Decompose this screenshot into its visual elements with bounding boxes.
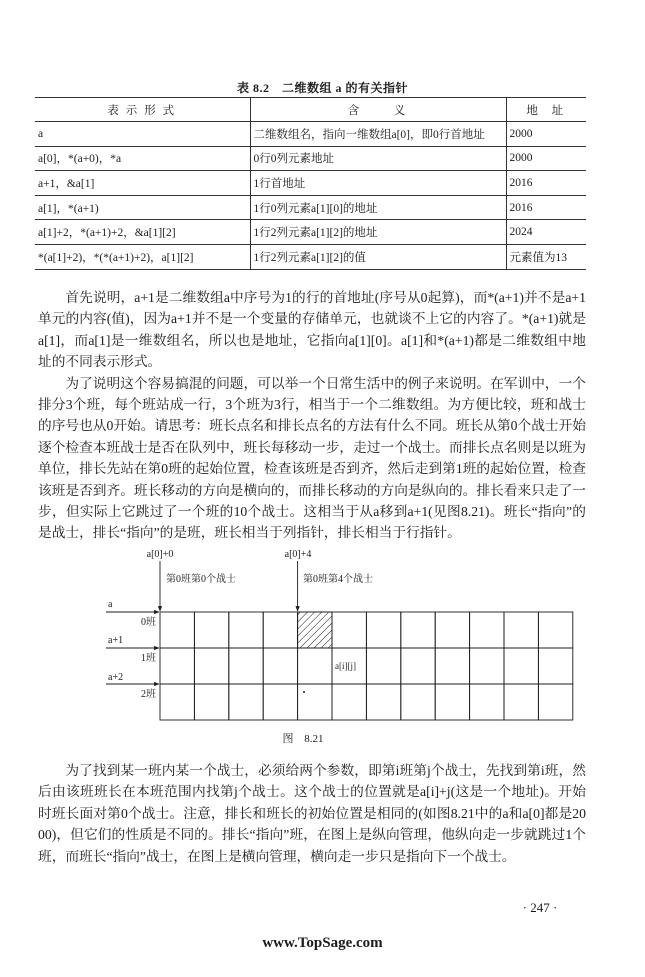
- table-row: [35, 122, 586, 147]
- grid-cell: [435, 612, 469, 648]
- grid-cell: [229, 684, 263, 720]
- body-paragraph: 为了找到某一班内某一个战士，必须给两个参数，即第i班第j个战士，先找到第i班，然后由该班班长在本班范围内找第j个战士。这个战士的位置就是a[i]+j(这是一个地址)。开始时班长面对第0个战士。注意，排长和班长的初始位置是相同的(如图8.21中的a和a[0]都是2000)，但它们的性质是不同的。排长“指向”班，在图上是纵向管理，他纵向走一步就跳过1个班，而班长“指向”战士，在图上是横向管理，横向走一步只是指向下一个战士。: [38, 763, 586, 864]
- element-marker-dot: [303, 691, 305, 693]
- grid-cell: [366, 612, 400, 648]
- grid-cell: [470, 648, 504, 684]
- table-row: [35, 171, 586, 196]
- soldier-label: 第0班第4个战士: [303, 574, 373, 585]
- address-cell: 2000: [506, 146, 586, 171]
- grid-cell: [366, 648, 400, 684]
- address-cell: 2000: [506, 122, 586, 147]
- meaning-cell: 1行2列元素a[1][2]的值: [250, 244, 506, 269]
- body-paragraph: 为了说明这个容易搞混的问题，可以举一个日常生活中的例子来说明。在军训中，一个排分3个班，每个班站成一行，3个班为3行，相当于一个二维数组。为方便比较，班和战士的序号也从0开始。请思考：班长点名和排长点名的方法有什么不同。班长从第0个战士开始逐个检查本班战士是否在队列中，班长每移动一步，走过一个战士。而排长点名则是以班为单位，排长先站在第0班的起始位置，检查该班是否到齐，然后走到第1班的起始位置，检查该班是否到齐。班长移动的方向是横向的，而排长移动的方向是纵向的。排长看来只走了一步，但实际上它跳过了一个班的10个战士。这相当于从a移到a+1(见图8.21)。班长“指向”的是战士，排长“指向”的是班，班长相当于列指针，排长相当于行指针。: [38, 375, 586, 541]
- grid-cell: [401, 648, 435, 684]
- figure-caption: 图 8.21: [282, 733, 324, 745]
- table-header-row: [35, 98, 586, 122]
- table-row: [35, 146, 586, 171]
- body-text-upper: [38, 287, 586, 544]
- table-row: [35, 195, 586, 220]
- meaning-cell: 1行首地址: [250, 171, 506, 196]
- body-paragraph: 首先说明，a+1是二维数组a中序号为1的行的首地址(序号从0起算)，而*(a+1)并不是a+1单元的内容(值)，因为a+1并不是一个变量的存储单元，也就谈不上它的内容了。*(a+1)就是a[1]，而a[1]是一维数组名，所以也是地址，它指向a[1][0]。a[1]和*(a+1)都是二维数组中地址的不同表示形式。: [38, 290, 586, 370]
- grid-cell: [229, 612, 263, 648]
- page-number: · 247 ·: [522, 900, 558, 915]
- meaning-cell: 0行0列元素地址: [250, 146, 506, 171]
- grid-cell: [366, 684, 400, 720]
- grid-cell: [538, 648, 572, 684]
- grid-cell: [194, 612, 228, 648]
- grid-cell: [538, 684, 572, 720]
- soldier-label: 第0班第0个战士: [166, 574, 236, 585]
- grid-cell: [160, 612, 194, 648]
- grid-cell: [229, 648, 263, 684]
- squad-label: 1班: [141, 653, 156, 664]
- grid-cell: [263, 684, 297, 720]
- table-row: [35, 220, 586, 245]
- meaning-cell: 二维数组名，指向一维数组a[0]，即0行首地址: [250, 122, 506, 147]
- address-cell: 元素值为13: [506, 244, 586, 269]
- grid-cell: [435, 648, 469, 684]
- grid-cell: [504, 612, 538, 648]
- row-pointer-label: a: [108, 599, 113, 610]
- grid-cell: [538, 612, 572, 648]
- form-cell: a[1]，*(a+1): [35, 195, 250, 220]
- grid-cell: [470, 684, 504, 720]
- grid-cell: [332, 684, 366, 720]
- grid-cell: [194, 648, 228, 684]
- form-cell: a[0]，*(a+0)，*a: [35, 146, 250, 171]
- soldier-grid: [160, 612, 573, 720]
- address-cell: 2016: [506, 171, 586, 196]
- grid-cell: [160, 684, 194, 720]
- figure-8-21: [0, 540, 645, 730]
- form-cell: a+1，&a[1]: [35, 171, 250, 196]
- squad-label: 0班: [141, 617, 156, 628]
- header-form: 表示形式: [35, 98, 250, 122]
- row-pointer-label: a+2: [108, 672, 124, 683]
- grid-cell: [470, 612, 504, 648]
- meaning-cell: 1行0列元素a[1][0]的地址: [250, 195, 506, 220]
- column-pointer-label: a[0]+0: [146, 549, 174, 560]
- grid-cell: [504, 684, 538, 720]
- form-cell: a: [35, 122, 250, 147]
- body-text-lower: [38, 760, 586, 867]
- grid-cell: [298, 648, 332, 684]
- column-pointer-label: a[0]+4: [284, 549, 312, 560]
- element-label: a[i][j]: [335, 661, 356, 671]
- grid-cell: [332, 612, 366, 648]
- pointer-table: [35, 97, 586, 270]
- footer-watermark: www.TopSage.com: [262, 935, 383, 951]
- grid-cell: [160, 648, 194, 684]
- form-cell: a[1]+2，*(a+1)+2，&a[1][2]: [35, 220, 250, 245]
- header-meaning: 含义: [250, 98, 506, 122]
- table-row: [35, 244, 586, 269]
- grid-cell: [504, 648, 538, 684]
- grid-cell: [401, 612, 435, 648]
- grid-cell: [194, 684, 228, 720]
- squad-label: 2班: [141, 689, 156, 700]
- grid-cell: [263, 612, 297, 648]
- meaning-cell: 1行2列元素a[1][2]的地址: [250, 220, 506, 245]
- grid-cell: [298, 684, 332, 720]
- address-cell: 2016: [506, 195, 586, 220]
- table-title: 表 8.2 二维数组 a 的有关指针: [236, 81, 408, 95]
- grid-cell: [263, 648, 297, 684]
- form-cell: *(a[1]+2)，*(*(a+1)+2)，a[1][2]: [35, 244, 250, 269]
- grid-cell: [435, 684, 469, 720]
- hatched-cell: [298, 612, 332, 648]
- grid-cell: [401, 684, 435, 720]
- row-pointer-label: a+1: [108, 635, 124, 646]
- address-cell: 2024: [506, 220, 586, 245]
- header-address: 地址: [506, 98, 586, 122]
